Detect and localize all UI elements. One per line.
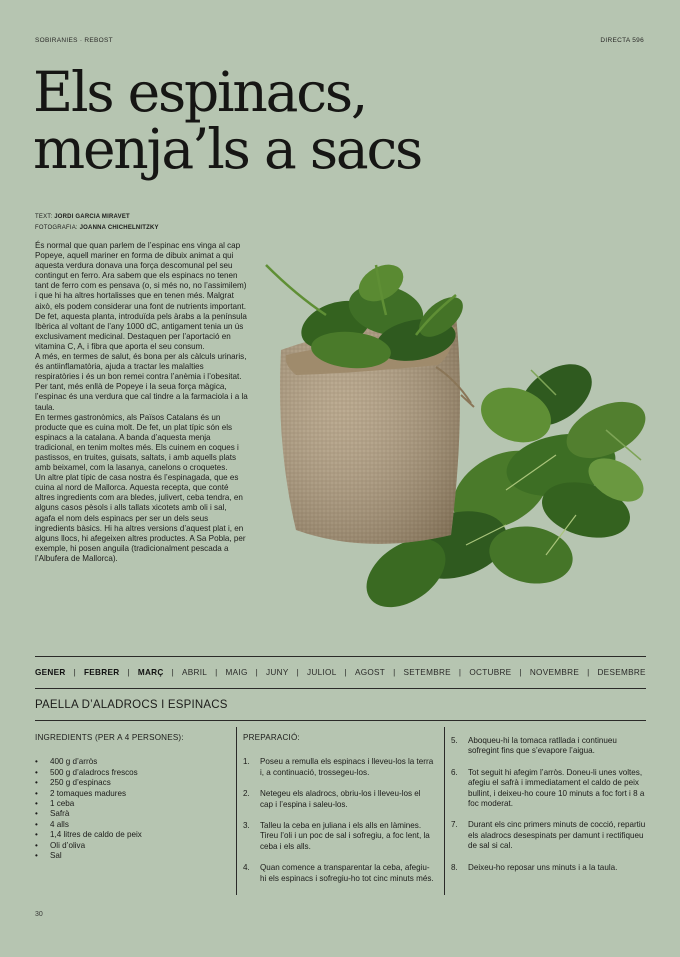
ingredient-item: • 1 ceba: [35, 799, 225, 809]
running-head-issue: DIRECTA 596: [600, 37, 644, 44]
ingredients-list: [35, 757, 225, 861]
step-number: 2.: [243, 789, 250, 799]
photo-credit-label: FOTOGRAFIA:: [35, 225, 78, 231]
seasonality-calendar: GENER | FEBRER | MARÇ | ABRIL | MAIG | JUNY | JULIOL | AGOST | SETEMBRE | OCTUBRE | NOVEMBRE | DESEMBRE: [35, 656, 646, 689]
month-novembre: NOVEMBRE: [529, 668, 580, 677]
page-number: 30: [35, 911, 43, 918]
step-number: 5.: [451, 736, 458, 745]
ingredient-item: • 500 g d’aladrocs frescos: [35, 768, 225, 778]
body-paragraph: És normal que quan parlem de l’espinac ens vinga al cap Popeye, aquell mariner en forma de dibuix animat a qui aquesta verdura donava una força descomunal pel seu contingut en ferro. Ara sabem que els espinacs no tenen tant de ferro com es pensava (o, si més no, no l’assimilem) i que hi ha altres hortalisses que en tenen més. Malgrat això, els podem considerar una font de nutrients important. De fet, aquesta planta, introduïda pels àrabs a la península Ibèrica al voltant de l’any 1000 dC, antigament tenia un ús exclusivament medicinal. Destaquen per l’aportació en vitamina C, A, i fibra que aporta el seu consum.: [35, 241, 247, 351]
preparation-heading: PREPARACIÓ:: [243, 733, 300, 742]
photo-credit: [35, 223, 159, 234]
month-juny: JUNY: [266, 668, 289, 677]
recipe-title: PAELLA D’ALADROCS I ESPINACS: [35, 699, 228, 711]
step-item: [243, 821, 435, 852]
step-item: [243, 757, 435, 778]
body-paragraph: A més, en termes de salut, és bona per als càlculs urinaris, és antiinflamatòria, ajuda a tractar les malalties respiratòries i és un bon remei contra l’anèmia i l’obesitat. Per tant, més enllà de Popeye i la seua força màgica, l’espinac és una verdura que cal tindre a la farmaciola i a la taula.: [35, 352, 248, 412]
month-desembre: DESEMBRE: [597, 668, 646, 677]
text-credit-author: JORDI GARCIA MIRAVET: [54, 214, 130, 220]
month-juliol: JULIOL: [307, 668, 337, 677]
article-body: [35, 241, 248, 564]
step-number: 8.: [451, 862, 458, 872]
step-number: 7.: [451, 820, 458, 830]
step-text: Tot seguit hi afegim l’arròs. Doneu-li unes voltes, afegiu el safrà i immediatament el caldo de peix bullint, i deixeu-ho coure 10 minuts a foc fort i 8 a foc moderat.: [468, 767, 645, 809]
step-text: Durant els cinc primers minuts de cocció, repartiu els aladrocs desespinats per damunt i rectifiqueu de sal si cal.: [468, 820, 646, 851]
step-number: 4.: [243, 863, 250, 873]
month-maig: MAIG: [225, 668, 248, 677]
month-setembre: SETEMBRE: [403, 668, 451, 677]
running-head-section: SOBIRANIES · REBOST: [35, 37, 113, 44]
step-item: [451, 820, 646, 851]
ingredient-item: • Sal: [35, 851, 225, 861]
preparation-steps: [243, 757, 435, 884]
ingredient-item: • Safrà: [35, 809, 225, 819]
column-divider: [444, 727, 445, 895]
step-text: Poseu a remulla els espinacs i lleveu-los la terra i, a continuació, trossegeu-los.: [260, 757, 434, 777]
step-text: Aboqueu-hi la tomaca ratllada i continueu sofregint fins que s’evapore l’aigua.: [468, 736, 617, 756]
step-item: [451, 863, 646, 873]
body-paragraph: Un altre plat típic de casa nostra és l’espinagada, que es cuina al nord de Mallorca. Aquesta recepta, que conté altres ingredients com ara bledes, julivert, ceba tendra, en alguns casos pèsols i alls tallats xicotets amb oli i sal, agafa el nom dels espinacs per ser un dels seus ingredients bàsics. Hi ha altres versions d’aquest plat i, en alguns llocs, hi afegeixen altres productes. A Sa Pobla, per exemple, hi posen anguila (tradicionalment pescada a l’Albufera de Mallorca).: [35, 473, 246, 563]
step-number: 3.: [243, 821, 250, 831]
ingredient-item: • 400 g d’arròs: [35, 757, 225, 767]
step-text: Deixeu-ho reposar uns minuts i a la taula.: [468, 862, 618, 872]
step-item: [451, 736, 646, 757]
title-line-1: Els espinacs,: [33, 60, 367, 124]
step-item: [243, 863, 435, 884]
ingredient-item: • 250 g d’espinacs: [35, 778, 225, 788]
preparation-column-continued: [451, 736, 646, 884]
ingredient-item: • 2 tomaques madures: [35, 789, 225, 799]
title-line-2: menja’ls a sacs: [33, 117, 422, 181]
ingredients-heading: INGREDIENTS (PER A 4 PERSONES):: [35, 733, 184, 742]
preparation-column: [243, 733, 435, 895]
step-text: Netegeu els aladrocs, obriu-los i lleveu-los el cap i l’espina i saleu-los.: [260, 789, 421, 809]
ingredient-item: • Oli d’oliva: [35, 841, 225, 851]
ingredients-column: [35, 733, 225, 861]
text-credit: [35, 212, 159, 223]
ingredient-item: • 4 alls: [35, 820, 225, 830]
step-number: 1.: [243, 757, 250, 767]
preparation-steps-continued: [451, 736, 646, 873]
step-text: Quan comence a transparentar la ceba, afegiu-hi els espinacs i sofregiu-ho tot cinc minuts més.: [260, 863, 434, 883]
step-number: 6.: [451, 767, 458, 777]
photo-credit-author: JOANNA CHICHELNITZKY: [79, 225, 159, 231]
body-paragraph: En termes gastronòmics, als Països Catalans és un producte que es cuina molt. De fet, un plat típic són els espinacs a la catalana. A banda d’aquesta menja tradicional, en tenim moltes més. Els cuinem en coques i pastissos, en truites, guisats, saltats, i amb aquells plats amb beixamel, com la lasanya, canelons o croquetes.: [35, 412, 239, 473]
credits: [35, 212, 159, 234]
step-item: [451, 768, 646, 810]
month-gener: GENER: [35, 668, 66, 677]
month-marc: MARÇ: [137, 668, 164, 677]
column-divider: [236, 727, 237, 895]
text-credit-label: TEXT:: [35, 214, 53, 220]
month-abril: ABRIL: [181, 668, 208, 677]
month-febrer: FEBRER: [84, 668, 120, 677]
step-item: [243, 789, 435, 810]
month-octubre: OCTUBRE: [469, 668, 512, 677]
recipe-divider: [35, 720, 646, 721]
month-agost: AGOST: [354, 668, 386, 677]
spinach-sack-photo: [256, 255, 656, 615]
article-title: [33, 60, 422, 181]
ingredient-item: • 1,4 litres de caldo de peix: [35, 830, 225, 840]
step-text: Talleu la ceba en juliana i els alls en làmines. Tireu l’oli i un poc de sal i sofregiu, a foc lent, la ceba i els alls.: [260, 821, 430, 851]
